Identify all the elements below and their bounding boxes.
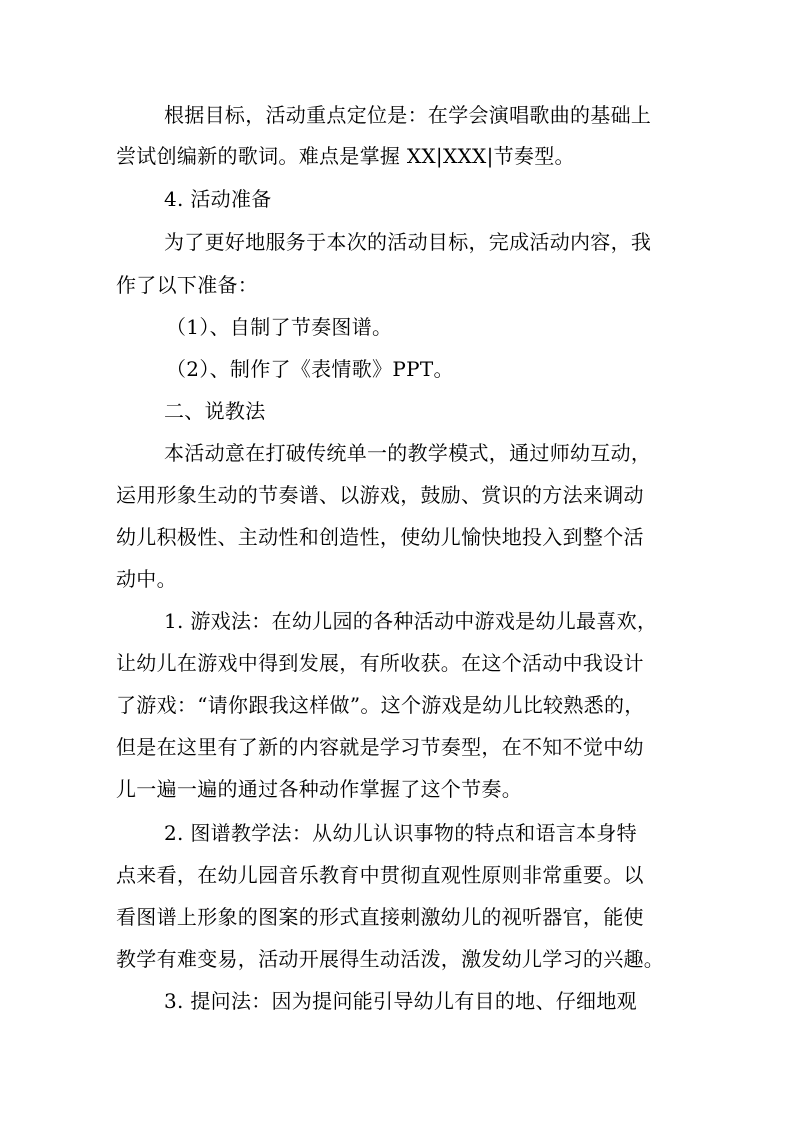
text-line: 但是在这里有了新的内容就是学习节奏型，在不知不觉中幼 — [116, 735, 644, 759]
text-line: 根据目标，活动重点定位是：在学会演唱歌曲的基础上 — [164, 103, 652, 127]
text-line: 动中。 — [116, 567, 177, 591]
text-line: 儿一遍一遍的通过各种动作掌握了这个节奏。 — [116, 777, 522, 801]
text-line: 本活动意在打破传统单一的教学模式，通过师幼互动， — [164, 441, 652, 465]
text-line: 尝试创编新的歌词。难点是掌握 XX|XXX|节奏型。 — [116, 144, 575, 168]
text-line: 运用形象生动的节奏谱、以游戏，鼓励、赏识的方法来调动 — [116, 483, 644, 507]
text-line: 教学有难变易，活动开展得生动活泼，激发幼儿学习的兴趣。 — [116, 947, 665, 971]
text-line: 看图谱上形象的图案的形式直接刺激幼儿的视听器官，能使 — [116, 905, 644, 929]
text-line: 1. 游戏法：在幼儿园的各种活动中游戏是幼儿最喜欢， — [164, 609, 658, 633]
text-line: 让幼儿在游戏中得到发展，有所收获。在这个活动中我设计 — [116, 651, 644, 675]
text-line: 2. 图谱教学法：从幼儿认识事物的特点和语言本身特 — [164, 821, 637, 845]
text-line: 了游戏：“请你跟我这样做”。这个游戏是幼儿比较熟悉的， — [116, 693, 645, 717]
list-item: （2）、制作了《表情歌》PPT。 — [166, 357, 454, 381]
text-line: 作了以下准备： — [116, 273, 259, 297]
text-line: 为了更好地服务于本次的活动目标，完成活动内容，我 — [164, 230, 652, 254]
list-item: （1）、自制了节奏图谱。 — [166, 315, 393, 339]
text-line: 3. 提问法：因为提问能引导幼儿有目的地、仔细地观 — [164, 989, 637, 1013]
text-line: 点来看，在幼儿园音乐教育中贯彻直观性原则非常重要。以 — [116, 863, 644, 887]
section-heading: 二、说教法 — [164, 399, 266, 423]
text-line: 幼儿积极性、主动性和创造性，使幼儿愉快地投入到整个活 — [116, 525, 644, 549]
section-heading: 4. 活动准备 — [164, 187, 272, 211]
